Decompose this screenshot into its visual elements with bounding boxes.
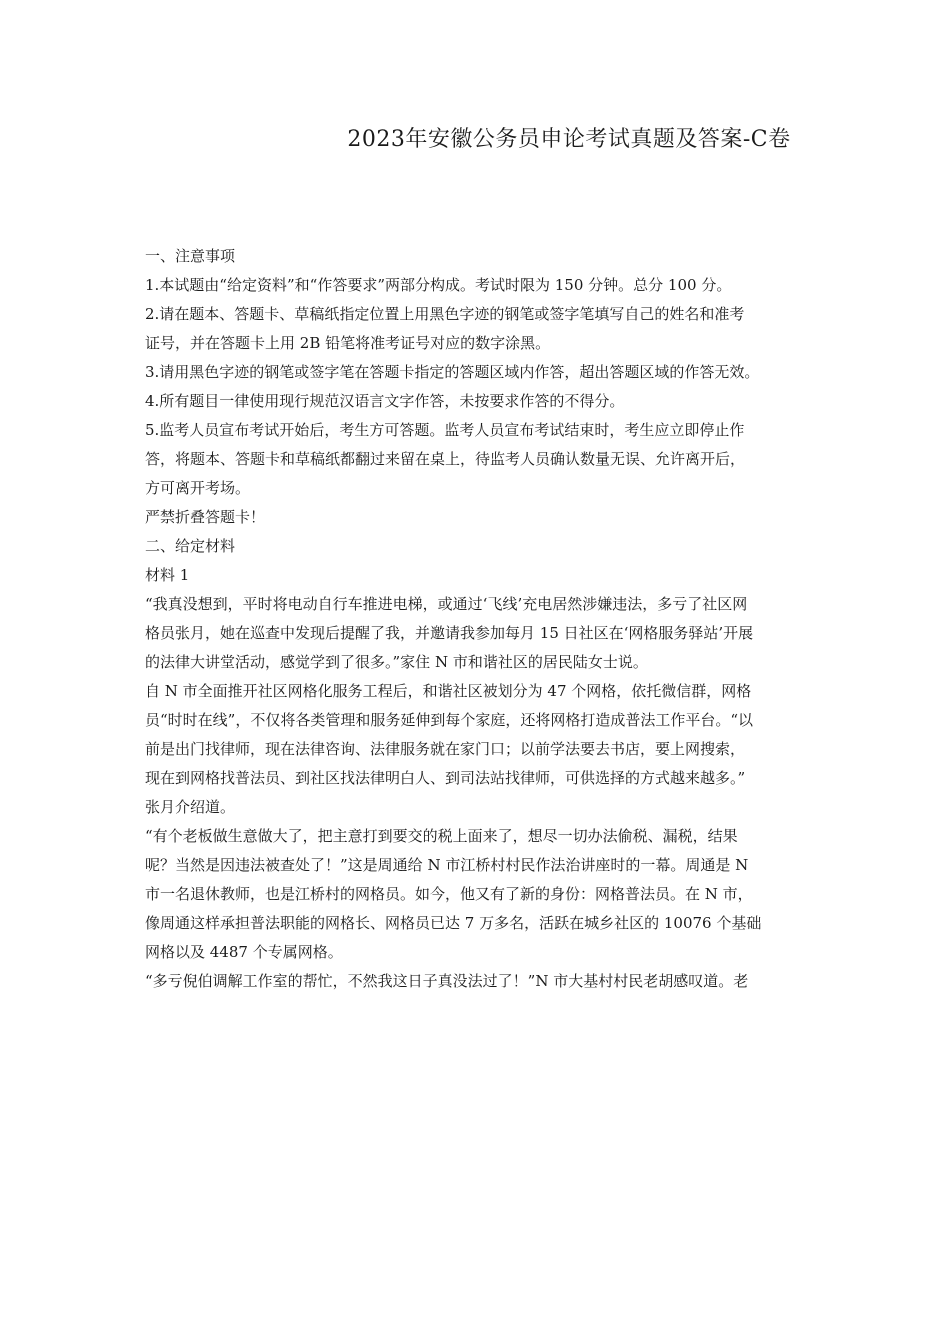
material-line: 自 N 市全面推开社区网格化服务工程后，和谐社区被划分为 47 个网格，依托微信群，网格 [145,682,752,700]
materials-heading: 二、给定材料 [145,537,236,555]
notice-item: 5.监考人员宣布考试开始后，考生方可答题。监考人员宣布考试结束时，考生应立即停止作 [145,421,745,439]
notice-item: 3.请用黑色字迹的钢笔或签字笔在答题卡指定的答题区域内作答，超出答题区域的作答无效。 [145,363,760,381]
material-line: 网格以及 4487 个专属网格。 [145,943,343,961]
material-line: “我真没想到，平时将电动自行车推进电梯，或通过‘飞线’充电居然涉嫌违法，多亏了社区网 [145,595,748,613]
material-line: 市一名退休教师，也是江桥村的网格员。如今，他又有了新的身份：网格普法员。在 N 市， [145,885,753,903]
material-line: 张月介绍道。 [145,798,236,816]
material-line: 格员张月，她在巡查中发现后提醒了我，并邀请我参加每月 15 日社区在‘网格服务驿站’开展 [145,624,754,642]
notice-item: 方可离开考场。 [145,479,251,497]
notice-item: 2.请在题本、答题卡、草稿纸指定位置上用黑色字迹的钢笔或签字笔填写自己的姓名和准考 [145,305,745,323]
notice-heading: 一、注意事项 [145,247,236,265]
notice-item: 证号，并在答题卡上用 2B 铅笔将准考证号对应的数字涂黑。 [145,334,551,352]
material-label: 材料 1 [145,566,190,584]
notice-item: 4.所有题目一律使用现行规范汉语言文字作答，未按要求作答的不得分。 [145,392,625,410]
material-line: 呢？当然是因违法被查处了！”这是周通给 N 市江桥村村民作法治讲座时的一幕。周通是 N [145,856,749,874]
material-line: 员“时时在线”，不仅将各类管理和服务延伸到每个家庭，还将网格打造成普法工作平台。“以 [145,711,754,729]
material-line: “多亏倪伯调解工作室的帮忙，不然我这日子真没法过了！”N 市大基村村民老胡感叹道。老 [145,972,749,990]
material-line: 像周通这样承担普法职能的网格长、网格员已达 7 万多名，活跃在城乡社区的 10076 个基础 [145,914,762,932]
material-line: 的法律大讲堂活动，感觉学到了很多。”家住 N 市和谐社区的居民陆女士说。 [145,653,648,671]
notice-item: 答，将题本、答题卡和草稿纸都翻过来留在桌上，待监考人员确认数量无误、允许离开后， [145,450,746,468]
material-line: 前是出门找律师，现在法律咨询、法律服务就在家门口；以前学法要去书店，要上网搜索， [145,740,746,758]
material-line: “有个老板做生意做大了，把主意打到要交的税上面来了，想尽一切办法偷税、漏税，结果 [145,827,738,845]
material-line: 现在到网格找普法员、到社区找法律明白人、到司法站找律师，可供选择的方式越来越多。” [145,769,746,787]
document-body [145,242,835,996]
notice-item: 1.本试题由“给定资料”和“作答要求”两部分构成。考试时限为 150 分钟。总分 100 分。 [145,276,732,294]
notice-warning: 严禁折叠答题卡！ [145,508,266,526]
document-title: 2023年安徽公务员申论考试真题及答案-C卷 [347,127,791,152]
